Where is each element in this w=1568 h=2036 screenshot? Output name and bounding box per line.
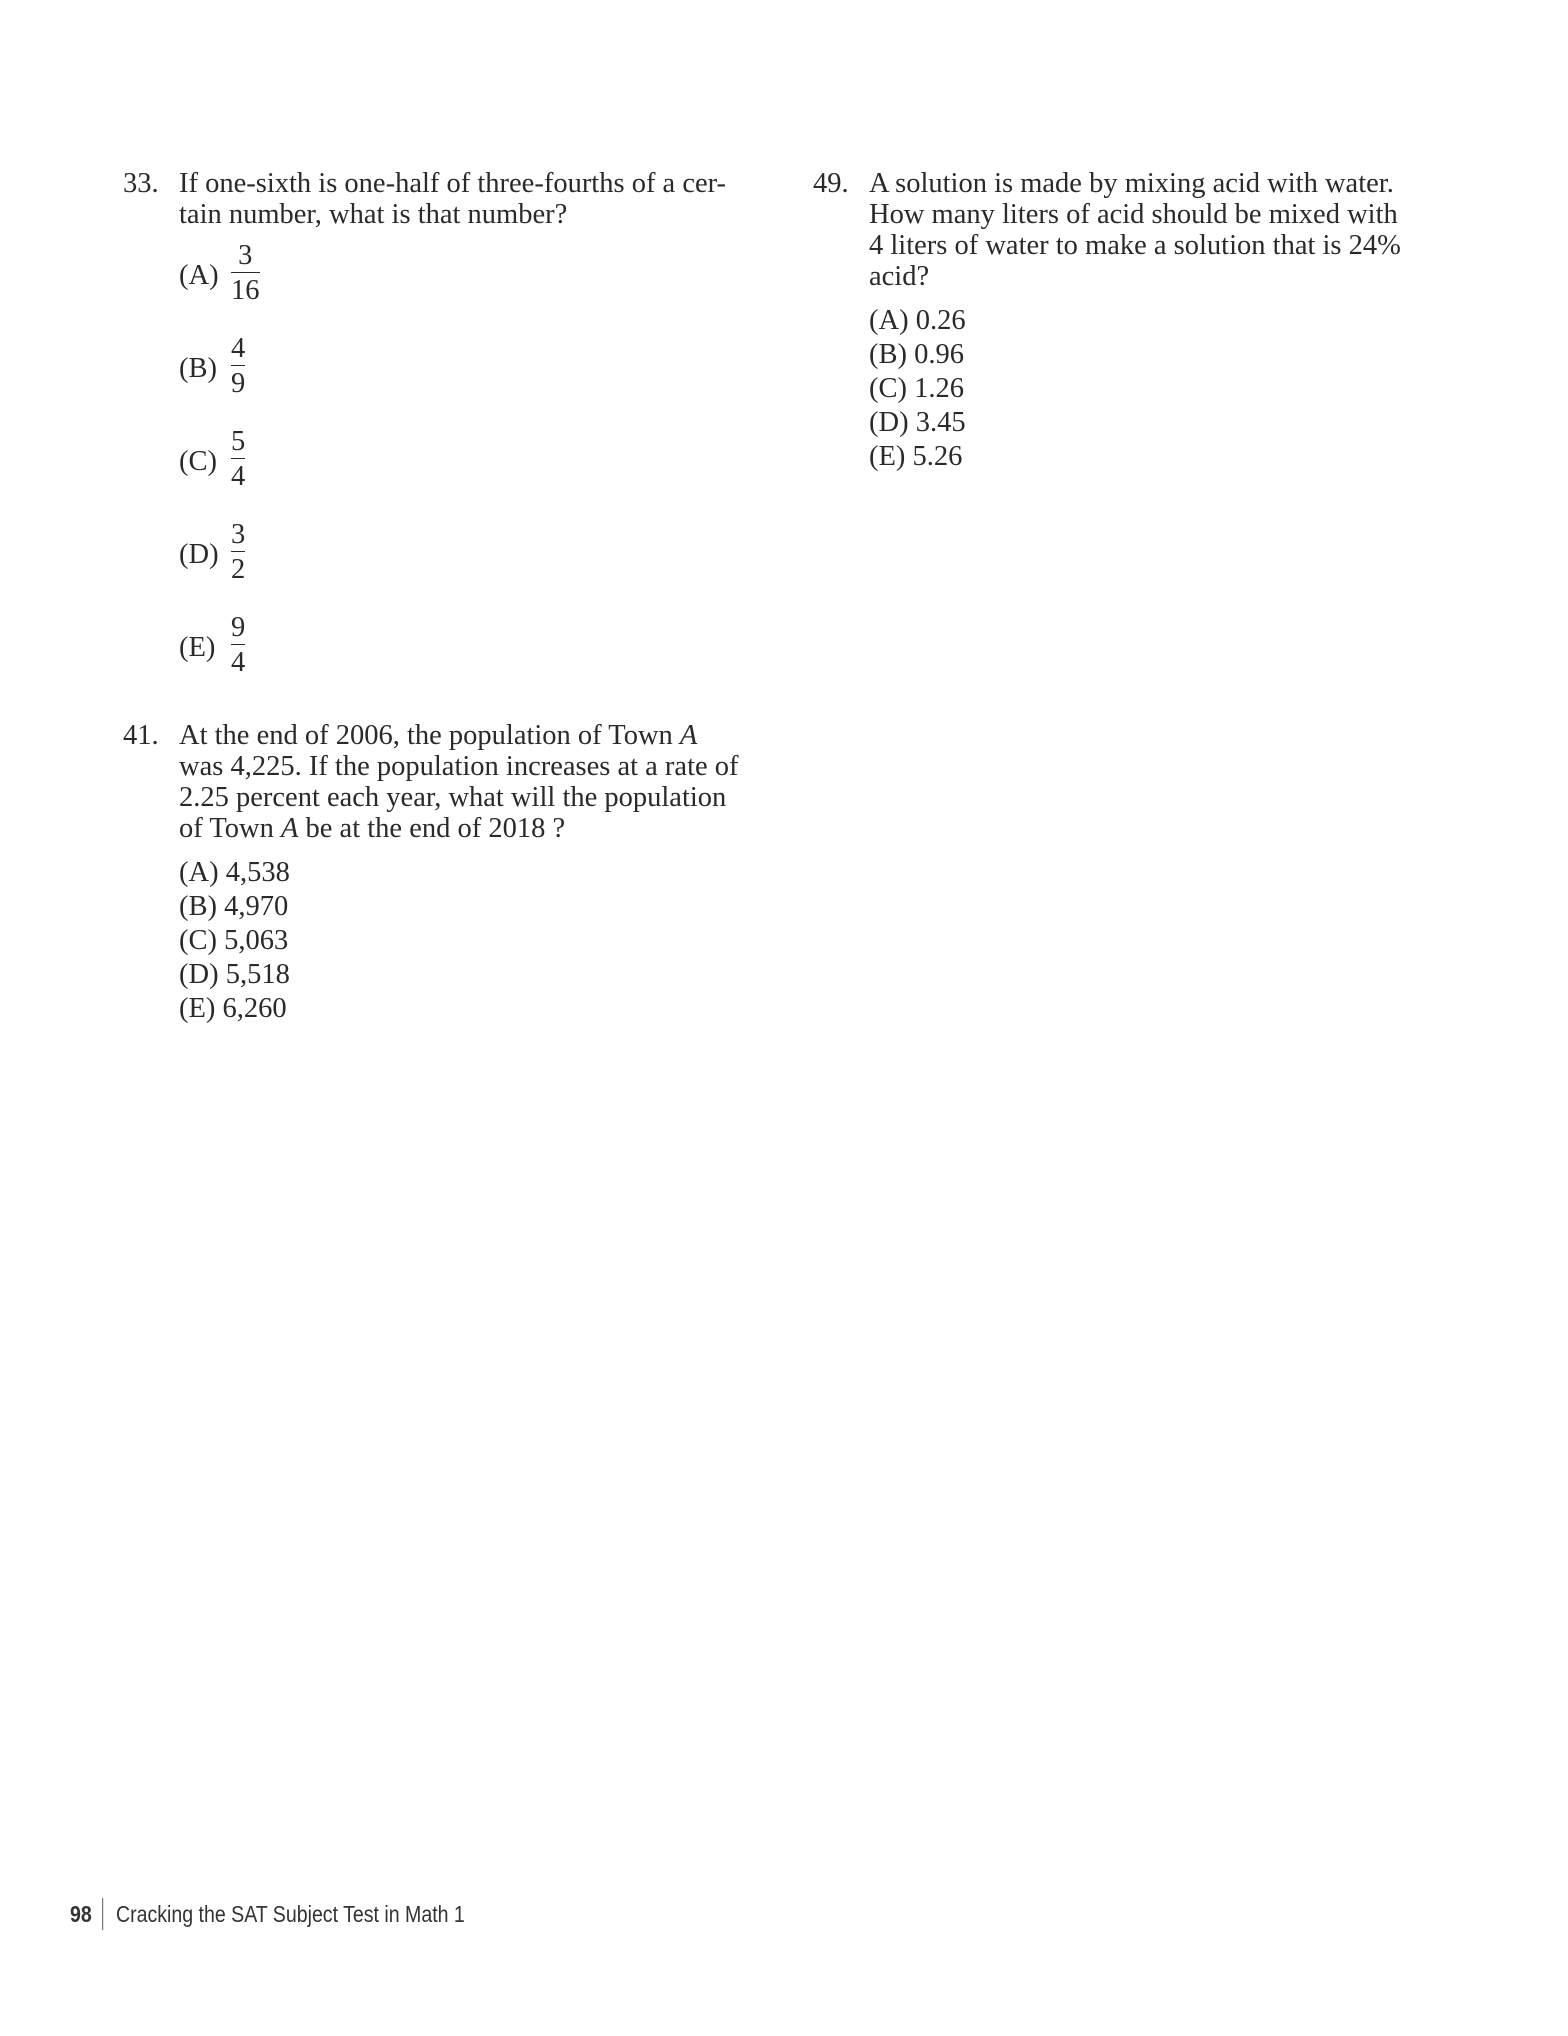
denominator: 4 <box>231 461 246 492</box>
choice-label: (A) <box>179 260 219 291</box>
choice-b[interactable] <box>179 890 783 924</box>
stem-line: 2.25 percent each year, what will the population <box>179 782 727 813</box>
stem-line: A solution is made by mixing acid with water. <box>869 168 1394 199</box>
question-49 <box>813 168 1453 474</box>
choice-c[interactable] <box>869 372 1453 406</box>
fraction <box>231 519 245 585</box>
stem-line: If one-sixth is one-half of three-fourths of a cer- <box>179 168 727 199</box>
question-number: 33. <box>123 168 159 199</box>
answer-choices <box>179 856 783 1026</box>
choice-label: (E) <box>179 993 216 1024</box>
fraction <box>231 426 245 492</box>
choice-text: 5,518 <box>225 959 290 990</box>
numerator: 4 <box>231 333 246 364</box>
question-stem <box>179 720 783 844</box>
choice-label: (D) <box>179 959 219 990</box>
question-41 <box>123 720 783 1026</box>
denominator: 16 <box>231 275 260 306</box>
denominator: 9 <box>231 368 246 399</box>
choice-label: (E) <box>179 632 216 663</box>
stem-variable: A <box>280 813 299 844</box>
choice-a[interactable] <box>179 240 763 333</box>
stem-line: How many liters of acid should be mixed with <box>869 199 1398 230</box>
choice-text: 6,260 <box>222 993 287 1024</box>
fraction-bar <box>231 644 245 645</box>
denominator: 4 <box>231 647 246 678</box>
choice-text: 4,970 <box>224 891 289 922</box>
choice-label: (B) <box>179 353 217 384</box>
numerator: 5 <box>231 426 246 457</box>
choice-c[interactable] <box>179 426 763 519</box>
numerator: 3 <box>238 240 253 271</box>
page-number: 98 <box>70 1900 92 1927</box>
stem-line <box>179 813 783 844</box>
choice-b[interactable] <box>869 338 1453 372</box>
choice-c[interactable] <box>179 924 783 958</box>
fraction-bar <box>231 551 245 552</box>
stem-variable: A <box>679 720 698 751</box>
choice-text: 5.26 <box>912 441 963 472</box>
choice-label: (E) <box>869 441 906 472</box>
choice-d[interactable] <box>179 519 763 612</box>
question-stem <box>179 168 763 230</box>
choice-text: 0.26 <box>915 305 966 336</box>
question-number: 41. <box>123 720 159 751</box>
choice-d[interactable] <box>869 406 1453 440</box>
stem-text: be at the end of 2018 ? <box>298 813 566 844</box>
stem-text: At the end of 2006, the population of Town <box>179 720 680 751</box>
stem-line <box>179 720 783 751</box>
choice-d[interactable] <box>179 958 783 992</box>
choice-e[interactable] <box>179 612 763 705</box>
page-footer <box>70 1898 465 1930</box>
stem-text: of Town <box>179 813 281 844</box>
choice-label: (C) <box>179 925 217 956</box>
question-number: 49. <box>813 168 849 199</box>
choice-label: (B) <box>869 339 907 370</box>
denominator: 2 <box>231 554 246 585</box>
fraction <box>231 612 245 678</box>
question-stem <box>869 168 1453 292</box>
choice-e[interactable] <box>179 992 783 1026</box>
book-title: Cracking the SAT Subject Test in Math 1 <box>115 1900 465 1927</box>
choice-a[interactable] <box>869 304 1453 338</box>
choice-text: 1.26 <box>914 373 964 404</box>
fraction <box>231 240 260 306</box>
choice-label: (C) <box>179 446 217 477</box>
choice-label: (A) <box>179 857 219 888</box>
numerator: 3 <box>231 519 246 550</box>
choice-text: 0.96 <box>914 339 964 370</box>
numerator: 9 <box>231 612 246 643</box>
stem-line: 4 liters of water to make a solution that is 24% <box>869 230 1401 261</box>
stem-line: acid? <box>869 261 930 292</box>
fraction-bar <box>231 272 260 273</box>
choice-label: (C) <box>869 373 907 404</box>
fraction-bar <box>231 458 245 459</box>
choice-text: 4,538 <box>225 857 290 888</box>
choice-label: (A) <box>869 305 909 336</box>
choice-e[interactable] <box>869 440 1453 474</box>
choice-b[interactable] <box>179 333 763 426</box>
answer-choices <box>179 240 763 705</box>
question-33 <box>123 168 763 705</box>
choice-label: (D) <box>869 407 909 438</box>
fraction <box>231 333 245 399</box>
footer-divider <box>102 1898 103 1930</box>
choice-label: (B) <box>179 891 217 922</box>
choice-text: 5,063 <box>224 925 289 956</box>
choice-a[interactable] <box>179 856 783 890</box>
answer-choices <box>869 304 1453 474</box>
choice-text: 3.45 <box>915 407 966 438</box>
stem-line: was 4,225. If the population increases at a rate of <box>179 751 739 782</box>
fraction-bar <box>231 365 245 366</box>
stem-line: tain number, what is that number? <box>179 199 568 230</box>
choice-label: (D) <box>179 539 219 570</box>
